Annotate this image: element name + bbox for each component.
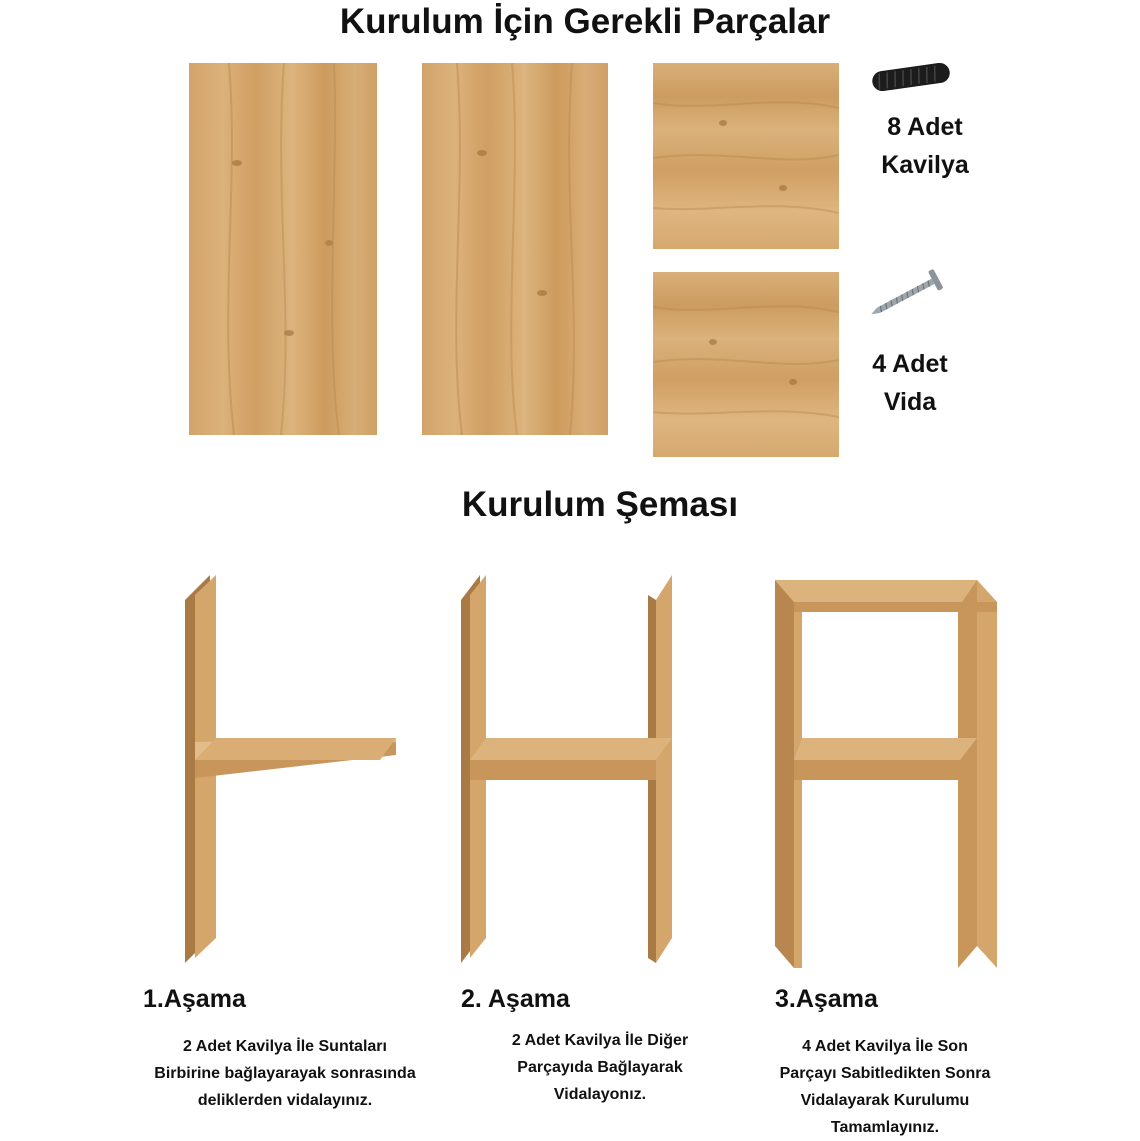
top-surface <box>775 580 997 602</box>
dowel-label <box>850 108 1000 184</box>
step-3-title: 3.Aşama <box>775 985 878 1013</box>
step-2-line-1: 2 Adet Kavilya İle Diğer <box>511 1032 689 1049</box>
wood-grain <box>653 63 839 249</box>
step-2-line-2: Parçayıda Bağlayarak <box>517 1059 683 1076</box>
dowel-name: Kavilya <box>881 151 969 179</box>
shelf-surface <box>794 738 977 760</box>
tall-panel-2 <box>422 63 608 435</box>
step-1-line-1: 2 Adet Kavilya İle Suntaları <box>183 1038 387 1055</box>
wood-grain <box>422 63 608 435</box>
step-3-line-2: Parçayı Sabitledikten Sonra <box>779 1065 991 1082</box>
parts-title: Kurulum İçin Gerekli Parçalar <box>339 2 831 41</box>
step-3-diagram <box>772 570 1002 970</box>
step-1-description <box>110 1033 460 1114</box>
left-panel-edge <box>775 580 794 968</box>
step-3-line-3: Vidalayarak Kurulumu <box>800 1092 970 1109</box>
tall-panel-1 <box>189 63 377 435</box>
shelf-surface <box>195 738 396 760</box>
step-2-description <box>450 1027 750 1108</box>
step-3-description <box>745 1033 1025 1141</box>
wood-grain <box>189 63 377 435</box>
step-1-title: 1.Aşama <box>143 985 246 1013</box>
square-panel-2 <box>653 272 839 457</box>
step-2-title: 2. Aşama <box>461 985 570 1013</box>
screw-count: 4 Adet <box>872 350 948 378</box>
screw-icon <box>866 268 956 318</box>
screw-label <box>835 345 985 421</box>
left-panel <box>794 602 802 968</box>
wood-grain <box>653 272 839 457</box>
step-1-diagram <box>180 570 410 970</box>
screw-name: Vida <box>883 388 937 416</box>
right-panel <box>656 575 672 963</box>
step-3-line-1: 4 Adet Kavilya İle Son <box>802 1038 968 1055</box>
dowel-icon <box>866 57 956 97</box>
step-3-line-4: Tamamlayınız. <box>830 1119 940 1136</box>
step-2-diagram <box>458 570 688 970</box>
shelf-surface <box>470 738 672 760</box>
step-1-line-3: deliklerden vidalayınız. <box>197 1092 373 1109</box>
square-panel-1 <box>653 63 839 249</box>
top-front <box>794 602 997 612</box>
dowel-count: 8 Adet <box>887 113 963 141</box>
shelf-front <box>470 760 656 780</box>
right-panel-inner <box>958 580 977 968</box>
scheme-title: Kurulum Şeması <box>461 485 739 524</box>
step-1-line-2: Birbirine bağlayarayak sonrasında <box>154 1065 416 1082</box>
right-panel <box>977 580 997 968</box>
shelf-front <box>794 760 960 780</box>
step-2-line-3: Vidalayonız. <box>553 1086 647 1103</box>
